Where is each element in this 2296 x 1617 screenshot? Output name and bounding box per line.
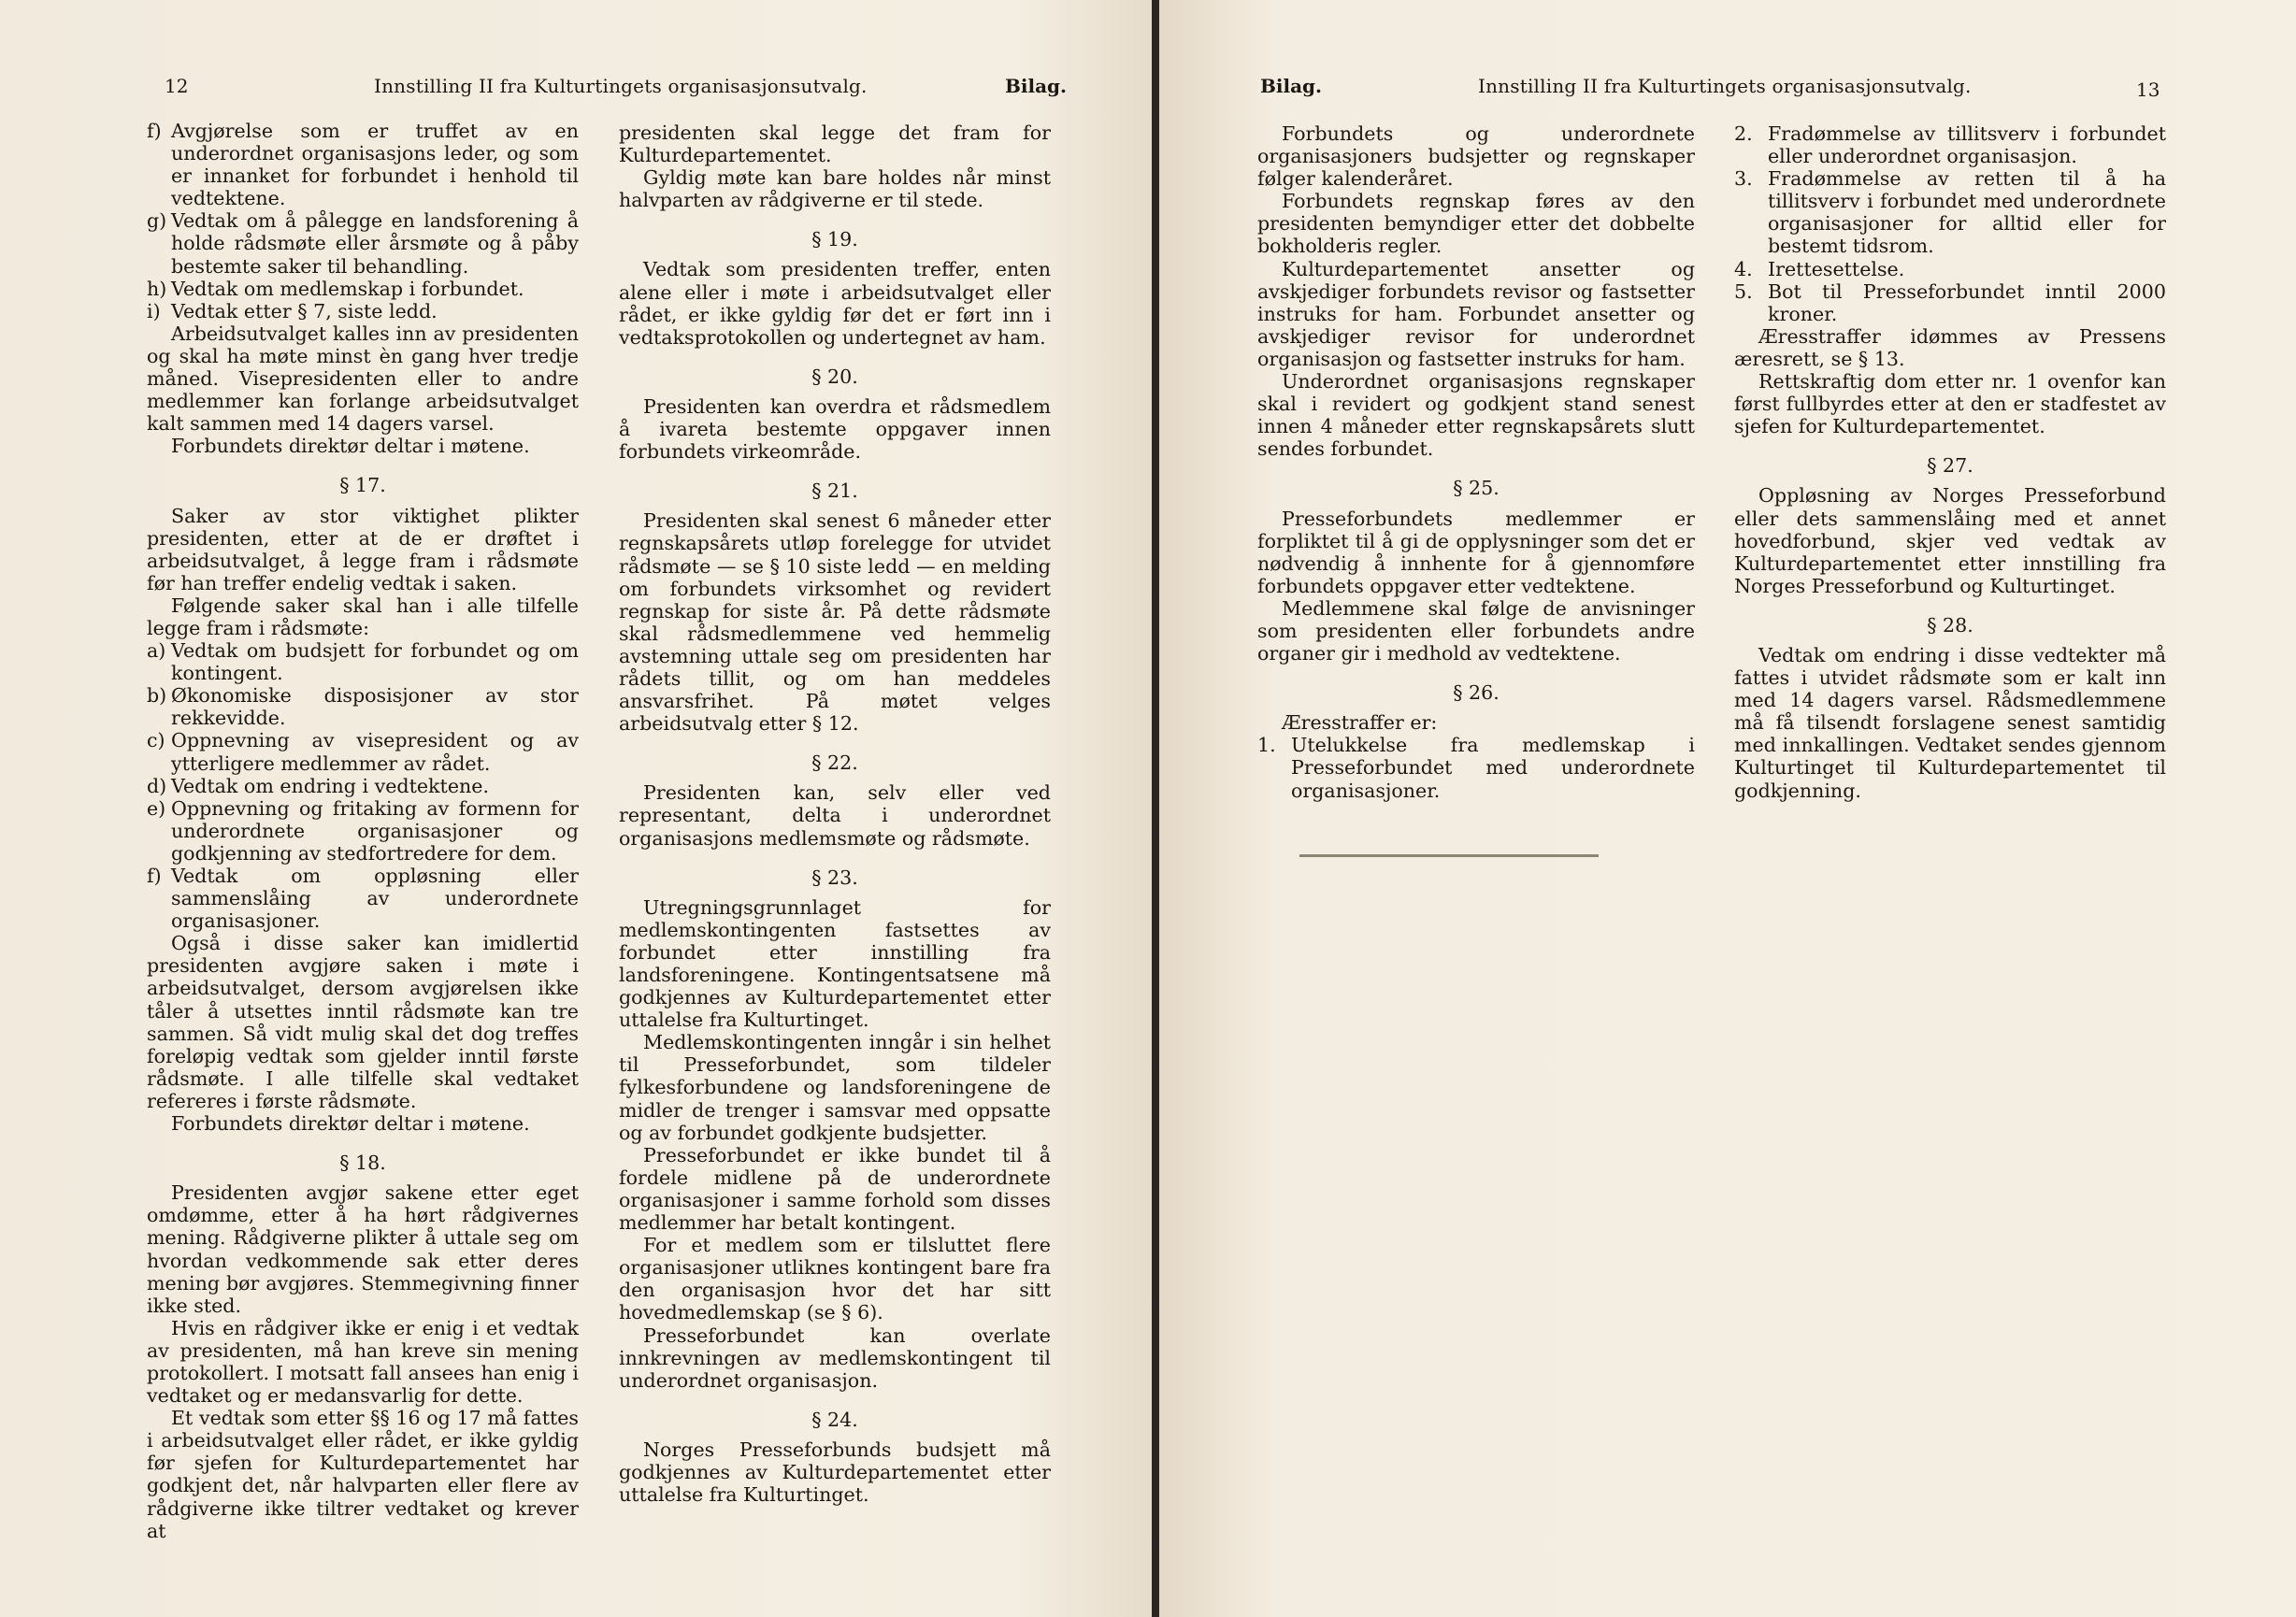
list-item-label: 5.	[1734, 279, 1753, 303]
paragraph: Æresstraffer idømmes av Pressens æresrett, se § 13.	[1734, 324, 2166, 370]
running-head-left: Innstilling II fra Kulturtingets organisasjonsutvalg.	[374, 75, 868, 97]
section-heading: § 21.	[811, 479, 858, 503]
section-heading: § 27.	[1927, 454, 1973, 478]
list-item-text: Vedtak om budsjett for forbundet og om kontingent.	[171, 639, 579, 685]
paragraph: Æresstraffer er:	[1282, 711, 1438, 735]
list-item-text: Vedtak om å pålegge en landsforening å holde rådsmøte eller årsmøte og å påby bestemte saker til behandling.	[171, 209, 579, 278]
paragraph: Presidenten avgjør sakene etter eget omdømme, etter å ha hørt rådgivernes mening. Rådgiverne plikter å uttale seg om hvordan vedkommende sak etter deres mening bør avgjøres. Stemmegivning finner ikke sted.	[147, 1181, 579, 1317]
list-item-text: Irettesettelse.	[1768, 257, 1905, 280]
list-item-text: Vedtak etter § 7, siste ledd.	[171, 299, 438, 322]
paragraph: Også i disse saker kan imidlertid presidenten avgjøre saken i møte i arbeidsutvalget, dersom avgjørelsen ikke tåler å utsettes inntil rådsmøte kan tre sammen. Så vidt mulig skal det dog treffes foreløpig vedtak som gjelder inntil første rådsmøte. I alle tilfelle skal vedtaket refereres i første rådsmøte.	[147, 932, 579, 1112]
paragraph: presidenten skal legge det fram for Kulturdepartementet.	[619, 122, 1051, 167]
list-item-label: 3.	[1734, 167, 1753, 191]
list-item	[1734, 258, 2166, 280]
paragraph: Presseforbundets medlemmer er forpliktet til å gi de opplysninger som det er nødvendig å innhente for å gjennomføre forbundets oppgaver etter vedtektene.	[1257, 507, 1695, 597]
list-item	[1734, 167, 2166, 257]
list-item-text: Fradømmelse av tillitsverv i forbundet eller underordnet organisasjon.	[1768, 122, 2166, 168]
list-item-label: c)	[147, 729, 165, 752]
paragraph: Utregningsgrunnlaget for medlemskontingenten fastsettes av forbundet etter innstilling fra landsforeningene. Kontingentsatsene må godkjennes av Kulturdepartementet etter uttalelse fra Kulturtinget.	[619, 895, 1051, 1032]
section-heading: § 22.	[811, 751, 858, 775]
list-item-label: e)	[147, 796, 166, 820]
paragraph: Vedtak om endring i disse vedtekter må fattes i utvidet rådsmøte som er kalt inn med 14 dagers varsel. Rådsmedlemmene må få tilsendt forslagene senest samtidig med innkallingen. Vedtaket sendes gjennom Kulturtinget til Kulturdepartementet til godkjenning.	[1734, 643, 2166, 802]
paragraph: Presseforbundet er ikke bundet til å fordele midlene på de underordnete organisasjoner i samme forhold som disses medlemmer har betalt kontingent.	[619, 1143, 1051, 1235]
list-item-label: f)	[147, 865, 162, 887]
paragraph: Kulturdepartementet ansetter og avskjediger forbundets revisor og fastsetter instruks for ham. Forbundet ansetter og avskjediger revisor for underordnet organisasjon og fastsetter instruks for ham.	[1257, 257, 1695, 370]
page-number-left: 12	[165, 75, 189, 97]
list-item	[1257, 734, 1695, 801]
list-item-text: Økonomiske disposisjoner av stor rekkevidde.	[171, 684, 579, 730]
list-item-text: Vedtak om medlemskap i forbundet.	[171, 277, 524, 300]
list-item	[147, 120, 579, 209]
section-heading: § 28.	[1927, 613, 1973, 637]
paragraph: Arbeidsutvalget kalles inn av presidenten og skal ha møte minst èn gang hver tredje måned. Visepresidenten eller to andre medlemmer kan forlange arbeidsutvalget kalt sammen med 14 dagers varsel.	[147, 322, 579, 436]
list-item-text: Utelukkelse fra medlemskap i Presseforbundet med underordnete organisasjoner.	[1291, 734, 1695, 802]
paragraph: Medlemskontingenten inngår i sin helhet til Presseforbundet, som tildeler fylkesforbundene og landsforeningene de midler de trenger i samsvar med oppsatte og av forbundet godkjente budsjetter.	[619, 1031, 1051, 1144]
section-heading: § 25.	[1453, 477, 1500, 500]
paragraph: Norges Presseforbunds budsjett må godkjennes av Kulturdepartementet etter uttalelse fra Kulturtinget.	[619, 1438, 1051, 1507]
list-item-label: d)	[147, 774, 167, 797]
section-heading: § 19.	[811, 228, 858, 251]
right-column-1	[1257, 122, 1695, 802]
list-item-text: Vedtak om oppløsning eller sammenslåing av underordnete organisasjoner.	[171, 865, 579, 933]
list-item	[147, 775, 579, 797]
list-item-text: Bot til Presseforbundet inntil 2000 kroner.	[1768, 279, 2166, 325]
paragraph: Presseforbundet kan overlate innkrevningen av medlemskontingent til underordnet organisasjon.	[619, 1324, 1051, 1392]
paragraph: Oppløsning av Norges Presseforbund eller dets sammenslåing med et annet hovedforbund, skjer ved vedtak av Kulturdepartementet etter innstilling fra Norges Presseforbund og Kulturtinget.	[1734, 484, 2166, 597]
paragraph: Presidenten kan, selv eller ved representant, delta i underordnet organisasjons medlemsmøte og rådsmøte.	[619, 781, 1051, 850]
list-item-text: Fradømmelse av retten til å ha tillitsverv i forbundet med underordnete organisasjoner for alltid eller for bestemt tidsrom.	[1768, 167, 2166, 258]
paragraph: For et medlem som er tilsluttet flere organisasjoner utliknes kontingent bare fra den organisasjon hvor det har sitt hovedmedlemskap (se § 6).	[619, 1234, 1051, 1324]
paragraph: Forbundets regnskap føres av den presidenten bemyndiger etter det dobbelte bokholderis regler.	[1257, 190, 1695, 258]
left-column-2	[619, 122, 1051, 1506]
section-heading: § 18.	[339, 1152, 386, 1175]
section-tag-left: Bilag.	[1005, 75, 1068, 97]
list-item-label: 2.	[1734, 122, 1753, 145]
paragraph: Hvis en rådgiver ikke er enig i et vedtak av presidenten, må han kreve sin mening protokollert. I motsatt fall ansees han enig i vedtaket og er medansvarlig for dette.	[147, 1316, 579, 1408]
right-page	[1159, 0, 2296, 1617]
list-item-label: i)	[147, 299, 161, 322]
list-item	[1734, 122, 2166, 167]
section-heading: § 20.	[811, 365, 858, 388]
running-head-right: Innstilling II fra Kulturtingets organisasjonsutvalg.	[1478, 75, 1972, 97]
paragraph: Forbundets direktør deltar i møtene.	[171, 435, 530, 458]
list-item	[147, 639, 579, 684]
list-item-text: Vedtak om endring i vedtektene.	[171, 774, 489, 797]
paragraph: Rettskraftig dom etter nr. 1 ovenfor kan først fullbyrdes etter at den er stadfestet av sjefen for Kulturdepartementet.	[1734, 370, 2166, 438]
paragraph: Et vedtak som etter §§ 16 og 17 må fattes i arbeidsutvalget eller rådet, er ikke gyldig før sjefen for Kulturdepartementet har godkjent det, når halvparten eller flere av rådgiverne ikke tiltrer vedtaket og krever at	[147, 1407, 579, 1542]
left-column-1	[147, 120, 579, 1542]
paragraph: Saker av stor viktighet plikter presidenten, etter at de er drøftet i arbeidsutvalget, å legge fram i rådsmøte før han treffer endelig vedtak i saken.	[147, 504, 579, 594]
list-item	[147, 729, 579, 774]
paragraph: Presidenten kan overdra et rådsmedlem å ivareta bestemte oppgaver innen forbundets virkeområde.	[619, 394, 1051, 464]
list-item-label: f)	[147, 120, 162, 142]
section-heading: § 23.	[811, 866, 858, 889]
list-item-label: 4.	[1734, 257, 1753, 280]
paragraph: Forbundets og underordnete organisasjoners budsjetter og regnskaper følger kalenderåret.	[1257, 122, 1695, 191]
list-item	[147, 209, 579, 277]
list-item-label: a)	[147, 639, 166, 663]
right-column-2	[1734, 122, 2166, 802]
paragraph: Presidenten skal senest 6 måneder etter regnskapsårets utløp forelegge for utvidet rådsmøte — se § 10 siste ledd — en melding om forbundets virksomhet og revidert regnskap for siste år. På dette rådsmøte skal rådsmedlemmene ved hemmelig avstemning uttale seg om presidenten har rådets tillit, og om han meddeles ansvarsfrihet. På møtet velges arbeidsutvalg etter § 12.	[619, 509, 1051, 736]
list-item-label: 1.	[1257, 734, 1276, 757]
end-rule	[1299, 854, 1599, 857]
list-item	[1734, 280, 2166, 325]
list-item	[147, 865, 579, 932]
list-item-text: Oppnevning og fritaking av formenn for underordnete organisasjoner og godkjenning av stedfortredere for dem.	[171, 796, 579, 865]
section-heading: § 17.	[339, 474, 386, 497]
section-tag-right: Bilag.	[1260, 75, 1323, 97]
list-item-label: g)	[147, 209, 167, 233]
book-gutter	[1152, 0, 1159, 1617]
list-item-text: Oppnevning av visepresident og av ytterligere medlemmer av rådet.	[171, 729, 579, 775]
list-item-text: Avgjørelse som er truffet av en underordnet organisasjons leder, og som er innanket for forbundet i henhold til vedtektene.	[171, 120, 579, 210]
list-item-label: h)	[147, 277, 167, 300]
paragraph: Underordnet organisasjons regnskaper skal i revidert og godkjent stand senest innen 4 måneder etter regnskapsårets slutt sendes forbundet.	[1257, 370, 1695, 461]
paragraph: Følgende saker skal han i alle tilfelle legge fram i rådsmøte:	[147, 594, 579, 639]
page-number-right: 13	[2136, 79, 2160, 101]
paragraph: Medlemmene skal følge de anvisninger som presidenten eller forbundets andre organer gir i medhold av vedtektene.	[1257, 596, 1695, 665]
list-item	[147, 684, 579, 729]
list-item	[147, 278, 579, 300]
list-item-label: b)	[147, 684, 167, 708]
section-heading: § 24.	[811, 1408, 858, 1431]
paragraph: Gyldig møte kan bare holdes når minst halvparten av rådgiverne er til stede.	[619, 166, 1051, 212]
list-item	[147, 300, 579, 322]
paragraph: Vedtak som presidenten treffer, enten alene eller i møte i arbeidsutvalget eller rådet, er ikke gyldig før det er ført inn i vedtaksprotokollen og undertegnet av ham.	[619, 258, 1051, 349]
paragraph: Forbundets direktør deltar i møtene.	[171, 1112, 530, 1136]
section-heading: § 26.	[1453, 681, 1500, 705]
list-item	[147, 797, 579, 865]
